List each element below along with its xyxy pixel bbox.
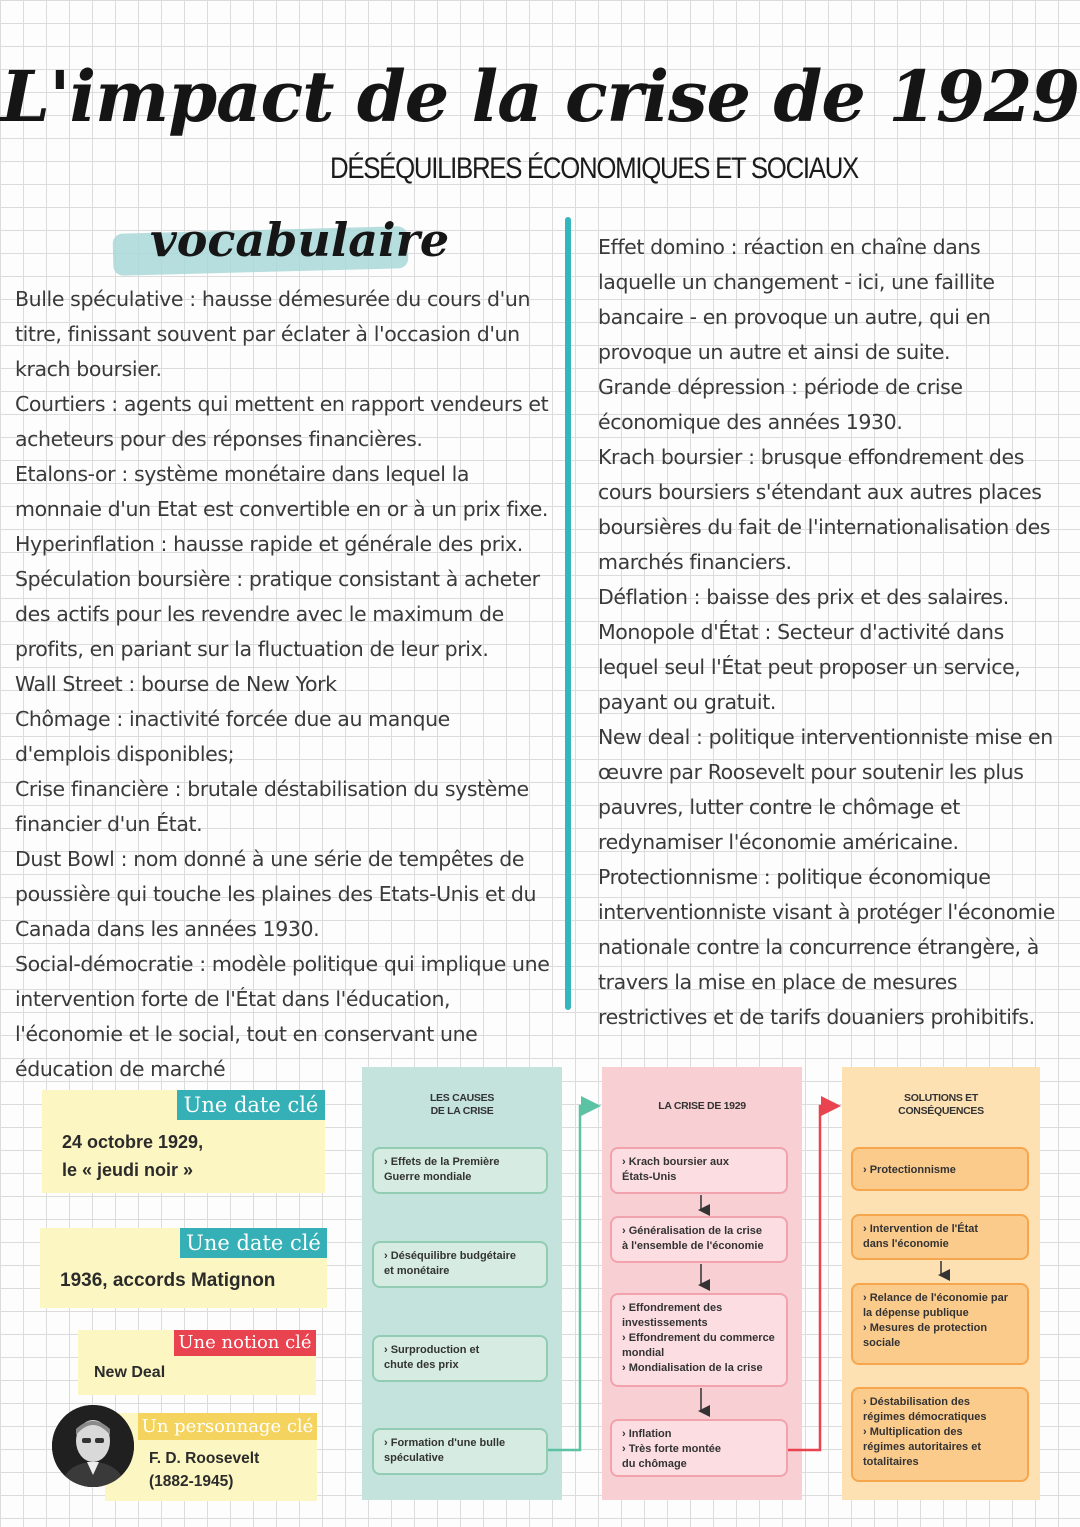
key-date-tag: Une date clé xyxy=(177,1090,325,1120)
cause-text: › Déséquilibre budgétaire et monétaire xyxy=(384,1250,517,1277)
vocab-entry: Dust Bowl : nom donné à une série de tempêtes de poussière qui touche les plaines des Etats-Unis et du Canada dans les années 1930. xyxy=(15,847,537,941)
causes-panel xyxy=(362,1067,562,1500)
crisis-box xyxy=(610,1293,788,1387)
key-person-tag: Un personnage clé xyxy=(138,1413,317,1440)
vocab-entry: Wall Street : bourse de New York xyxy=(15,672,337,696)
key-date-line: 24 octobre 1929, xyxy=(62,1132,204,1152)
key-date-text: 1936, accords Matignon xyxy=(60,1270,276,1291)
key-notion-text: New Deal xyxy=(94,1364,166,1381)
vocab-entry: Effet domino : réaction en chaîne dans laquelle un changement - ici, une faillite bancaire - en provoque un autre, qui en provoque un autre et ainsi de suite. xyxy=(598,235,995,364)
page-subtitle: DÉSÉQUILIBRES ÉCONOMIQUES ET SOCIAUX xyxy=(330,152,858,185)
crisis-box xyxy=(610,1216,788,1263)
vocab-entry: Social-démocratie : modèle politique qui implique une intervention forte de l'État dans l'éducation, l'économie et le social, tout en conservant une éducation de marché xyxy=(15,952,550,1081)
vocab-entry: Krach boursier : brusque effondrement des cours boursiers s'étendant aux autres places boursières du fait de l'internationalisation des marchés financiers. xyxy=(598,445,1051,574)
vocab-left-column xyxy=(15,282,550,1087)
solutions-panel xyxy=(842,1067,1040,1500)
column-divider xyxy=(565,217,571,1010)
solutions-title: SOLUTIONS ET CONSÉQUENCES xyxy=(898,1092,984,1117)
vocab-entry: New deal : politique interventionniste mise en œuvre par Roosevelt pour soutenir les plus pauvres, lutter contre le chômage et redynamiser l'économie américaine. xyxy=(598,725,1053,854)
vocab-entry: Grande dépression : période de crise économique des années 1930. xyxy=(598,375,963,434)
solution-box xyxy=(851,1214,1029,1260)
vocab-entry: Monopole d'État : Secteur d'activité dans lequel seul l'État peut proposer un service, payant ou gratuit. xyxy=(598,620,1021,714)
solution-box xyxy=(851,1283,1029,1365)
solution-text: › Relance de l'économie par la dépense publique › Mesures de protection sociale xyxy=(863,1292,1009,1349)
key-date-text xyxy=(62,1128,203,1184)
vocab-entry: Bulle spéculative : hausse démesurée du cours d'un titre, finissant souvent par éclater à l'occasion d'un krach boursier. xyxy=(15,287,531,381)
cause-box xyxy=(372,1147,548,1194)
vocab-entry: Chômage : inactivité forcée due au manque d'emplois disponibles; xyxy=(15,707,450,766)
crisis-title: LA CRISE DE 1929 xyxy=(658,1100,746,1112)
crisis-text: › Inflation › Très forte montée du chômage xyxy=(622,1428,722,1470)
cause-text: › Surproduction et chute des prix xyxy=(384,1344,480,1371)
cause-box xyxy=(372,1241,548,1288)
key-person-name: F. D. Roosevelt xyxy=(149,1450,260,1467)
crisis-text: › Généralisation de la crise à l'ensemble de l'économie xyxy=(622,1225,764,1252)
key-person-card xyxy=(105,1413,317,1501)
vocab-entry: Crise financière : brutale déstabilisation du système financier d'un État. xyxy=(15,777,529,836)
vocab-entry: Spéculation boursière : pratique consistant à acheter des actifs pour les revendre avec le maximum de profits, en pariant sur la fluctuation de leur prix. xyxy=(15,567,540,661)
crisis-text: › Krach boursier aux États-Unis xyxy=(622,1156,729,1183)
page-title: L'impact de la crise de 1929 xyxy=(0,55,1080,138)
key-notion-tag: Une notion clé xyxy=(174,1330,316,1356)
crisis-panel xyxy=(602,1067,802,1500)
solution-box xyxy=(851,1387,1029,1482)
key-date-card-1936 xyxy=(40,1228,327,1308)
roosevelt-portrait xyxy=(52,1405,134,1487)
vocab-entry: Hyperinflation : hausse rapide et générale des prix. xyxy=(15,532,523,556)
key-notion-card xyxy=(78,1330,316,1395)
key-person-dates: (1882-1945) xyxy=(149,1473,234,1490)
cause-box xyxy=(372,1428,548,1475)
vocab-entry: Etalons-or : système monétaire dans lequel la monnaie d'un Etat est convertible en or à un prix fixe. xyxy=(15,462,549,521)
cause-box xyxy=(372,1335,548,1382)
solution-text: › Protectionnisme xyxy=(863,1164,956,1176)
crisis-box xyxy=(610,1147,788,1194)
key-date-line: le « jeudi noir » xyxy=(62,1160,194,1180)
key-person-text xyxy=(149,1447,259,1493)
solution-text: › Déstabilisation des régimes démocratiques › Multiplication des régimes autoritaires et totalitaires xyxy=(863,1396,987,1468)
crisis-box xyxy=(610,1419,788,1477)
cause-text: › Formation d'une bulle spéculative xyxy=(384,1437,506,1464)
vocab-right-column xyxy=(598,230,1058,1035)
cause-text: › Effets de la Première Guerre mondiale xyxy=(384,1156,500,1183)
causes-title: LES CAUSES DE LA CRISE xyxy=(429,1092,495,1117)
vocab-heading: vocabulaire xyxy=(150,213,450,267)
key-date-card-1929 xyxy=(42,1090,325,1193)
vocab-entry: Protectionnisme : politique économique interventionniste visant à protéger l'économie nationale contre la concurrence étrangère, à travers la mise en place de mesures restrictives et de tarifs douaniers prohibitifs. xyxy=(598,865,1055,1029)
solution-box xyxy=(851,1147,1029,1191)
solution-text: › Intervention de l'État dans l'économie xyxy=(863,1223,979,1250)
vocab-entry: Courtiers : agents qui mettent en rapport vendeurs et acheteurs pour des réponses financières. xyxy=(15,392,549,451)
vocab-entry: Déflation : baisse des prix et des salaires. xyxy=(598,585,1009,609)
key-date-tag: Une date clé xyxy=(180,1228,327,1258)
crisis-text: › Effondrement des investissements › Effondrement du commerce mondial › Mondialisation de la crise xyxy=(622,1302,775,1374)
